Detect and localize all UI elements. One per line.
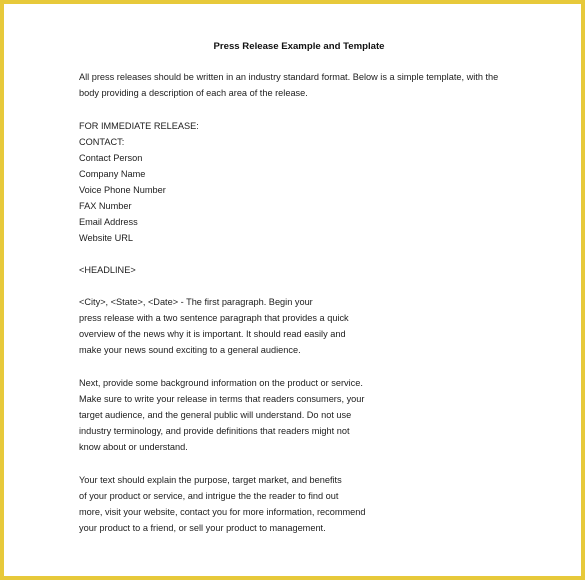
paragraph-2-line: Next, provide some background information on the product or service. — [79, 378, 363, 388]
contact-label: CONTACT: — [79, 137, 125, 147]
paragraph-2-line: know about or understand. — [79, 442, 188, 452]
paragraph-2-line: Make sure to write your release in terms that readers consumers, your — [79, 394, 365, 404]
intro-line: All press releases should be written in an industry standard format. Below is a simple template, with the — [79, 72, 499, 82]
paragraph-3-line: your product to a friend, or sell your product to management. — [79, 523, 326, 533]
headline-placeholder: <HEADLINE> — [79, 265, 136, 275]
company-name: Company Name — [79, 169, 146, 179]
paragraph-1-line: overview of the news why it is important. It should read easily and — [79, 329, 346, 339]
paragraph-3-line: of your product or service, and intrigue the the reader to find out — [79, 491, 339, 501]
paragraph-1-line: press release with a two sentence paragraph that provides a quick — [79, 313, 349, 323]
paragraph-1-line: make your news sound exciting to a general audience. — [79, 345, 301, 355]
contact-person: Contact Person — [79, 153, 143, 163]
paragraph-2-line: target audience, and the general public will understand. Do not use — [79, 410, 352, 420]
paragraph-3-line: Your text should explain the purpose, target market, and benefits — [79, 475, 342, 485]
paragraph-2-line: industry terminology, and provide definitions that readers might not — [79, 426, 350, 436]
fax-number: FAX Number — [79, 201, 132, 211]
paragraph-3-line: more, visit your website, contact you for more information, recommend — [79, 507, 366, 517]
intro-line: body providing a description of each area of the release. — [79, 88, 308, 98]
email-address: Email Address — [79, 217, 138, 227]
document-title: Press Release Example and Template — [213, 41, 385, 52]
paragraph-1-line: <City>, <State>, <Date> - The first paragraph. Begin your — [79, 297, 313, 307]
release-label: FOR IMMEDIATE RELEASE: — [79, 121, 199, 131]
page-frame — [4, 4, 581, 576]
website-url: Website URL — [79, 233, 133, 243]
voice-phone-number: Voice Phone Number — [79, 185, 166, 195]
